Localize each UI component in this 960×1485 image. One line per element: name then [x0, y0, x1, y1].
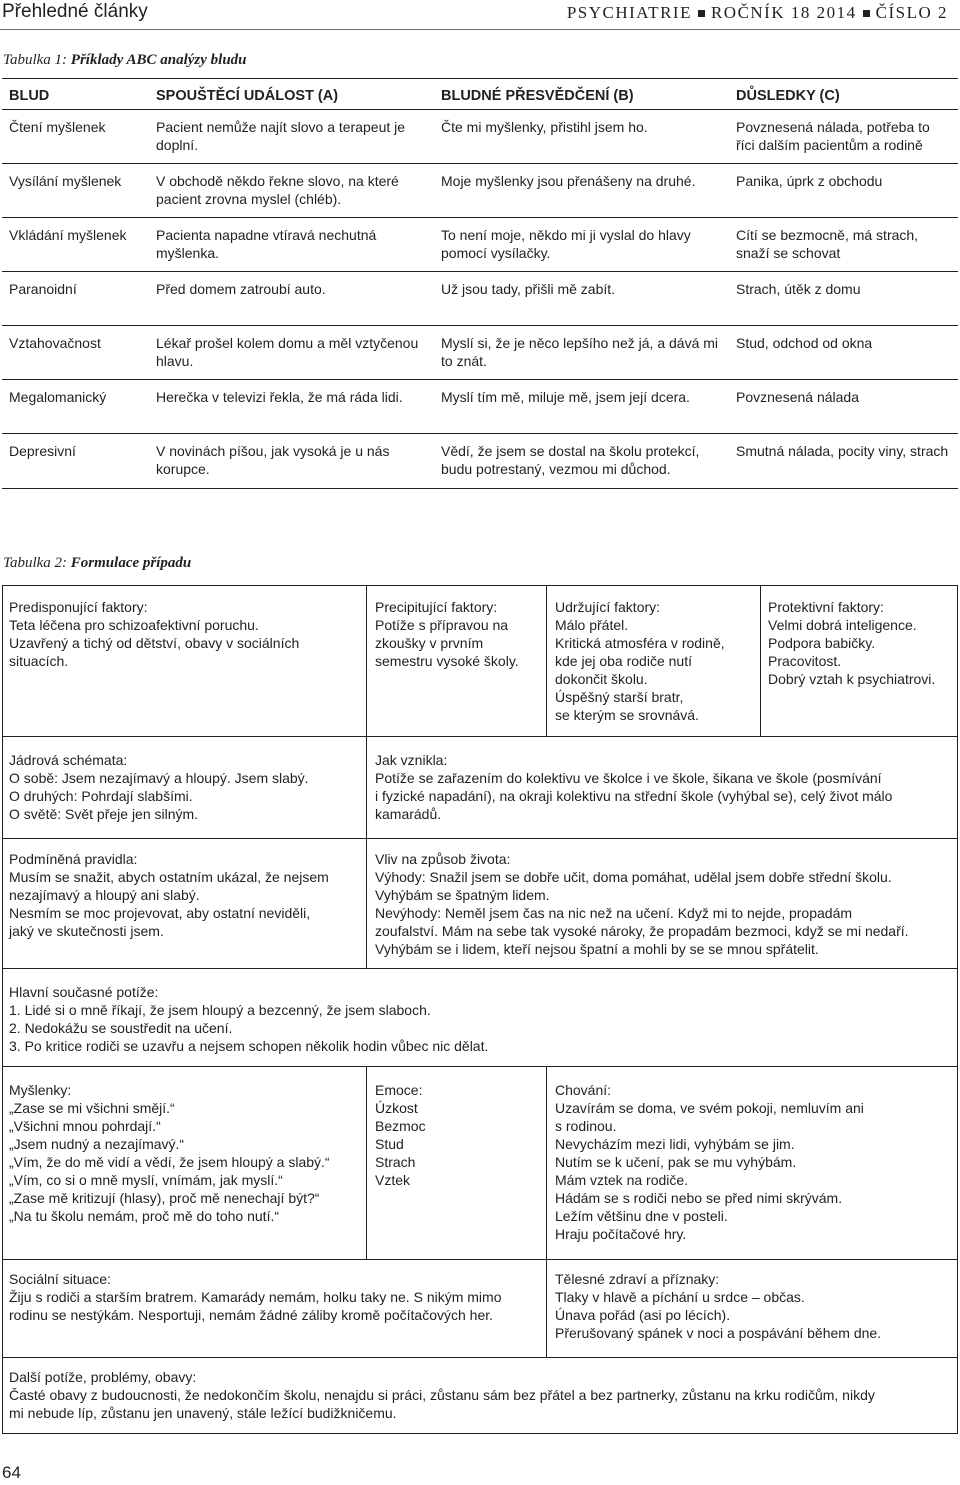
column-header: SPOUŠTĚCÍ UDÁLOST (A) [149, 79, 434, 110]
journal-issue: ČÍSLO 2 [875, 3, 948, 22]
cell-line: mi nebude líp, zůstanu jen unavený, stále ležící budižkničemu. [9, 1405, 397, 1421]
cell-line: O druhých: Pohrdají slabšími. [9, 788, 193, 804]
cell-line: O světě: Svět přeje jen silným. [9, 806, 199, 822]
section-heading: Protektivní faktory: [768, 599, 884, 615]
behavior [555, 1081, 864, 1243]
section-heading: Vliv na způsob života: [375, 851, 511, 867]
cell-line: kde jej oba rodiče nutí [555, 653, 692, 669]
table1-caption [3, 52, 247, 69]
table-cell: Pacient nemůže najít slovo a terapeut je doplní. [149, 110, 434, 164]
table-cell: V obchodě někdo řekne slovo, na které pacient zrovna myslel (chléb). [149, 164, 434, 218]
cell-line: Potíže se zařazením do kolektivu ve školce i ve škole, šikana ve škole (posmívání [375, 770, 882, 786]
journal-info [567, 3, 948, 23]
thoughts [9, 1081, 330, 1225]
cell-line: „Zase se mi všichni smějí.“ [9, 1100, 175, 1116]
table-cell: V novinách píšou, jak vysoká je u nás korupce. [149, 434, 434, 489]
cell-line: Nutím se k učení, pak se mu vyhýbám. [555, 1154, 797, 1170]
abc-analysis-table [2, 78, 958, 489]
table-cell: Myslí tím mě, miluje mě, jsem její dcera. [434, 380, 729, 434]
cell-line: semestru vysoké školy. [375, 653, 519, 669]
cell-line: Uzavírám se doma, ve svém pokoji, nemluvím ani [555, 1100, 864, 1116]
cell-line: Výhody: Snažil jsem se dobře učit, doma pomáhat, udělal jsem dobře střední školu. [375, 869, 892, 885]
column-divider [366, 736, 367, 968]
table-row [2, 434, 958, 489]
cell-line: rodinu se nestýkám. Nesportuji, nemám žádné záliby kromě počítačových her. [9, 1307, 494, 1323]
table-cell: Stud, odchod od okna [729, 326, 958, 380]
cell-line: i fyzické napadání), na okraji kolektivu na střední škole (vyhýbal se), celý život málo [375, 788, 893, 804]
cell-line: Málo přátel. [555, 617, 629, 633]
cell-line: nezajímavý a hloupý ani slabý. [9, 887, 200, 903]
page-header [0, 0, 960, 26]
column-divider [366, 1066, 367, 1259]
column-divider [546, 585, 547, 736]
cell-line: Vyhýbám se i lidem, kteří nejsou špatní a mohli by se se mnou spřátelit. [375, 941, 819, 957]
cell-line: Musím se snažit, abych ostatním ukázal, že nejsem [9, 869, 329, 885]
cell-line: 3. Po kritice rodiči se uzavřu a nejsem schopen několik hodin vůbec nic dělat. [9, 1038, 489, 1054]
column-divider [546, 1259, 547, 1357]
cell-line: „Vím, že do mě vidí a vědí, že jsem hloupý a slabý.“ [9, 1154, 330, 1170]
cell-line: Kritická atmosféra v rodině, [555, 635, 725, 651]
section-heading: Další potíže, problémy, obavy: [9, 1369, 197, 1385]
cell-line: se kterým se srovnává. [555, 707, 699, 723]
section-heading: Hlavní současné potíže: [9, 984, 159, 1000]
column-divider [760, 585, 761, 736]
cell-line: Přerušovaný spánek v noci a pospávání během dne. [555, 1325, 882, 1341]
journal-volume: ROČNÍK 18 [710, 3, 811, 22]
cell-line: Vyhýbám se špatným lidem. [375, 887, 550, 903]
cell-line: zkoušky v prvním [375, 635, 484, 651]
table-cell: Herečka v televizi řekla, že má ráda lidi. [149, 380, 434, 434]
table-cell: Cítí se bezmocně, má strach, snaží se schovat [729, 218, 958, 272]
cell-line: Potíže s přípravou na [375, 617, 509, 633]
emotions [375, 1081, 426, 1189]
column-divider [366, 585, 367, 736]
table-cell: To není moje, někdo mi ji vyslal do hlavy pomocí vysílačky. [434, 218, 729, 272]
section-heading: Tělesné zdraví a příznaky: [555, 1271, 720, 1287]
cell-line: „Na tu školu nemám, proč mě do toho nutí.“ [9, 1208, 280, 1224]
table2-caption [3, 555, 191, 572]
cell-line: Žiju s rodiči a starším bratrem. Kamarády nemám, holku taky ne. S nikým mimo [9, 1289, 502, 1305]
cell-line: Dobrý vztah k psychiatrovi. [768, 671, 936, 687]
cell-line: dokončit školu. [555, 671, 648, 687]
table-cell: Vysílání myšlenek [2, 164, 149, 218]
other-concerns [9, 1368, 875, 1422]
section-heading: Myšlenky: [9, 1082, 72, 1098]
cell-line: Velmi dobrá inteligence. [768, 617, 917, 633]
table2-caption-title: Formulace případu [70, 555, 192, 571]
table-cell: Vědí, že jsem se dostal na školu protekcí, budu potrestaný, vezmou mi důchod. [434, 434, 729, 489]
table-cell: Povznesená nálada, potřeba to říci dalším pacientům a rodině [729, 110, 958, 164]
cell-line: Únava pořád (asi po lécích). [555, 1307, 731, 1323]
table-cell: Megalomanický [2, 380, 149, 434]
table-cell: Panika, úprk z obchodu [729, 164, 958, 218]
row-divider [2, 968, 958, 969]
row-divider [2, 838, 958, 839]
cell-line: „Zase mě kritizují (hlasy), proč mě nenechají být?“ [9, 1190, 320, 1206]
table-cell: Před domem zatroubí auto. [149, 272, 434, 326]
column-header: BLUDNÉ PŘESVĚDČENÍ (B) [434, 79, 729, 110]
table-row [2, 164, 958, 218]
table-cell: Čtení myšlenek [2, 110, 149, 164]
journal-name: PSYCHIATRIE [566, 3, 692, 22]
table-cell: Pacienta napadne vtíravá nechutná myšlenka. [149, 218, 434, 272]
table-cell: Vkládání myšlenek [2, 218, 149, 272]
journal-year: 2014 [816, 3, 857, 22]
cell-line: Ležím většinu dne v posteli. [555, 1208, 728, 1224]
section-heading: Udržující faktory: [555, 599, 661, 615]
life-impact [375, 850, 909, 958]
cell-line: O sobě: Jsem nezajímavý a hloupý. Jsem slabý. [9, 770, 309, 786]
cell-line: kamarádů. [375, 806, 442, 822]
cell-line: Úspěšný starší bratr, [555, 689, 684, 705]
cell-line: Bezmoc [375, 1118, 426, 1134]
section-heading: Podmíněná pravidla: [9, 851, 138, 867]
table1-caption-prefix: Tabulka 1: [3, 52, 68, 68]
table-row [2, 380, 958, 434]
section-heading: Sociální situace: [9, 1271, 111, 1287]
cell-line: Teta léčena pro schizoafektivní poruchu. [9, 617, 259, 633]
column-header: BLUD [2, 79, 149, 110]
cell-line: Strach [375, 1154, 416, 1170]
cell-line: „Všichni mnou pohrdají.“ [9, 1118, 161, 1134]
maintaining-factors [555, 598, 725, 724]
cell-line: zoufalství. Mám na sebe tak vysoké nároky, že propadám bezmoci, když se mi nedaří. [375, 923, 909, 939]
square-bullet-icon [863, 10, 870, 17]
table-row [2, 326, 958, 380]
row-divider [2, 736, 958, 737]
schema-origin [375, 751, 892, 823]
column-header: DŮSLEDKY (C) [729, 79, 958, 110]
cell-line: Tlaky v hlavě a píchání u srdce – občas. [555, 1289, 805, 1305]
table-cell: Depresivní [2, 434, 149, 489]
table-cell: Strach, útěk z domu [729, 272, 958, 326]
cell-line: Vztek [375, 1172, 411, 1188]
table-row [2, 272, 958, 326]
cell-line: s rodinou. [555, 1118, 617, 1134]
section-heading: Precipitující faktory: [375, 599, 498, 615]
cell-line: Hraju počítačové hry. [555, 1226, 687, 1242]
cell-line: situacích. [9, 653, 69, 669]
table-cell: Lékař prošel kolem domu a měl vztyčenou hlavu. [149, 326, 434, 380]
square-bullet-icon [698, 10, 705, 17]
cell-line: Pracovitost. [768, 653, 842, 669]
table-cell: Čte mi myšlenky, přistihl jsem ho. [434, 110, 729, 164]
table-row [2, 110, 958, 164]
core-schemas [9, 751, 309, 823]
table-header-row [2, 79, 958, 110]
cell-line: Stud [375, 1136, 404, 1152]
row-divider [2, 1066, 958, 1067]
cell-line: Nevycházím mezi lidi, vyhýbám se jim. [555, 1136, 795, 1152]
cell-line: Časté obavy z budoucnosti, že nedokončím školu, nenajdu si práci, zůstanu sám bez přátel a bez partnerky, zůstanu na krku rodičům, nikdy [9, 1387, 875, 1403]
cell-line: 1. Lidé si o mně říkají, že jsem hloupý a bezcenný, že jsem slaboch. [9, 1002, 431, 1018]
cell-line: Úzkost [375, 1100, 418, 1116]
cell-line: „Jsem nudný a nezajímavý.“ [9, 1136, 185, 1152]
cell-line: Mám vztek na rodiče. [555, 1172, 689, 1188]
table-cell: Myslí si, že je něco lepšího než já, a dává mi to znát. [434, 326, 729, 380]
predisposing-factors [9, 598, 299, 670]
conditional-rules [9, 850, 329, 940]
cell-line: Podpora babičky. [768, 635, 876, 651]
social-situation [9, 1270, 501, 1324]
row-divider [2, 1357, 958, 1358]
page-number: 64 [2, 1463, 21, 1482]
section-heading: Predisponující faktory: [9, 599, 148, 615]
table-cell: Vztahovačnost [2, 326, 149, 380]
row-divider [2, 1259, 958, 1260]
cell-line: Uzavřený a tichý od dětství, obavy v sociálních [9, 635, 300, 651]
table-row [2, 218, 958, 272]
cell-line: Hádám se s rodiči nebo se před nimi skrývám. [555, 1190, 843, 1206]
cell-line: „Vím, co si o mně myslí, vnímám, jak myslí.“ [9, 1172, 283, 1188]
cell-line: jaký ve skutečnosti jsem. [9, 923, 164, 939]
protective-factors [768, 598, 935, 688]
cell-line: Nesmím se moc projevovat, aby ostatní neviděli, [9, 905, 311, 921]
cell-line: 2. Nedokážu se soustředit na učení. [9, 1020, 233, 1036]
column-divider [546, 1066, 547, 1259]
table2-caption-prefix: Tabulka 2: [3, 555, 68, 571]
table-cell: Povznesená nálada [729, 380, 958, 434]
section-heading: Chování: [555, 1082, 612, 1098]
section-heading: Jádrová schémata: [9, 752, 128, 768]
section-heading: Jak vznikla: [375, 752, 448, 768]
table-cell: Smutná nálada, pocity viny, strach [729, 434, 958, 489]
precipitating-factors [375, 598, 519, 670]
header-divider [0, 29, 960, 30]
table1-caption-title: Příklady ABC analýzy bludu [70, 52, 247, 68]
main-problems [9, 983, 488, 1055]
table-cell: Paranoidní [2, 272, 149, 326]
table-cell: Už jsou tady, přišli mě zabít. [434, 272, 729, 326]
physical-health [555, 1270, 881, 1342]
section-title: Přehledné články [2, 1, 148, 22]
table-cell: Moje myšlenky jsou přenášeny na druhé. [434, 164, 729, 218]
section-heading: Emoce: [375, 1082, 423, 1098]
cell-line: Nevýhody: Neměl jsem čas na nic než na učení. Když mi to nejde, propadám [375, 905, 853, 921]
